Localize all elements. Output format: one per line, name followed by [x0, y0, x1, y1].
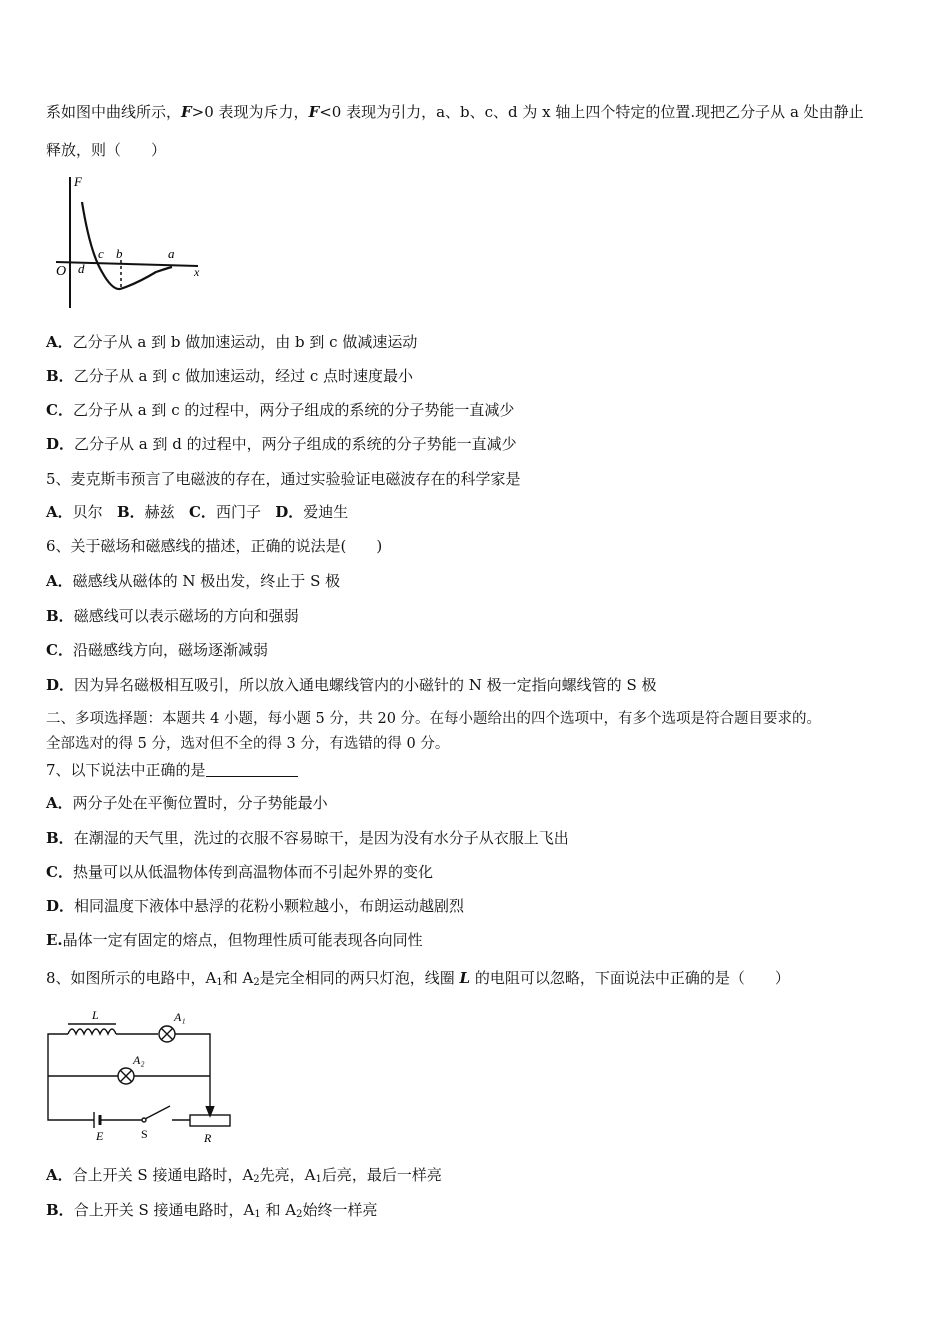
text: 磁感线从磁体的 N 极出发，终止于 S 极 [72, 572, 341, 590]
label-c: c [98, 246, 104, 261]
key: B． [116, 503, 145, 521]
key: C． [46, 641, 73, 659]
label-x: x [194, 265, 200, 279]
key: C． [46, 863, 73, 881]
text: 先亮，A [259, 1166, 316, 1184]
q7-option-e [46, 930, 423, 950]
q7-option-c [46, 862, 433, 882]
subscript: 2 [253, 1174, 260, 1185]
text: 赫兹 [144, 503, 175, 521]
q7-stem [46, 760, 298, 780]
q6-option-c [46, 640, 268, 660]
q7-option-a [46, 793, 328, 813]
text: 两分子处在平衡位置时，分子势能最小 [72, 794, 328, 812]
text: 合上开关 S 接通电路时，A [72, 1166, 254, 1184]
label-e: E [96, 1129, 104, 1143]
label-b: b [116, 246, 123, 261]
text: 8、如图所示的电路中，A [46, 969, 217, 987]
text: 在潮湿的天气里，洗过的衣服不容易晾干，是因为没有水分子从衣服上飞出 [73, 829, 569, 847]
q5-options [46, 502, 348, 522]
q8-option-a [46, 1165, 442, 1190]
subscript: 2 [253, 977, 260, 988]
q5-stem: 5、麦克斯韦预言了电磁波的存在，通过实验验证电磁波存在的科学家是 [46, 470, 521, 488]
text: >0 表现为斥力， [191, 103, 309, 121]
text: 晶体一定有固定的熔点，但物理性质可能表现各向同性 [62, 931, 423, 949]
switch-lever [145, 1106, 170, 1119]
force-curve [82, 202, 172, 289]
force-distance-graph [46, 172, 206, 312]
subscript: 1 [254, 1209, 261, 1220]
text: 和 A [222, 969, 254, 987]
answer-blank [206, 762, 298, 777]
q4-option-c [46, 400, 514, 420]
circuit-diagram [44, 1002, 234, 1147]
text: 磁感线可以表示磁场的方向和强弱 [73, 607, 299, 625]
key: A． [46, 794, 73, 812]
text: 西门子 [215, 503, 261, 521]
label-f: F [74, 174, 82, 189]
q6-option-a [46, 571, 340, 591]
q4-option-d [46, 434, 517, 454]
subscript: 1 [216, 977, 223, 988]
key: A． [46, 503, 73, 521]
text: 始终一样亮 [302, 1201, 378, 1219]
label-s: S [141, 1127, 148, 1141]
text: 的电阻可以忽略，下面说法中正确的是（ ） [470, 969, 790, 987]
text: 因为异名磁极相互吸引，所以放入通电螺线管内的小磁针的 N 极一定指向螺线管的 S 极 [74, 676, 657, 694]
q7-option-b [46, 828, 569, 848]
inductor-coil [68, 1029, 116, 1034]
key: B． [46, 1201, 74, 1219]
var-l: L [459, 969, 471, 987]
text: 沿磁感线方向，磁场逐渐减弱 [72, 641, 268, 659]
key: D． [46, 676, 75, 694]
section2-line1: 二、多项选择题：本题共 4 小题，每小题 5 分，共 20 分。在每小题给出的四个选项中，有多个选项是符合题目要求的。 [46, 711, 822, 727]
wire-top-left [48, 1034, 68, 1074]
q4-option-a [46, 332, 417, 352]
label-o: O [56, 264, 67, 279]
q4-stem-line2: 释放，则（ ） [46, 141, 167, 159]
text: 乙分子从 a 到 b 做加速运动，由 b 到 c 做减速运动 [72, 333, 418, 351]
var-f: F [181, 103, 192, 121]
label-l: L [92, 1008, 99, 1022]
label-a2: A₂ [133, 1053, 145, 1067]
key: D． [46, 435, 75, 453]
text: 贝尔 [72, 503, 103, 521]
text: 热量可以从低温物体传到高温物体而不引起外界的变化 [72, 863, 433, 881]
label-a: a [168, 246, 175, 261]
key: B． [46, 829, 74, 847]
var-f: F [308, 103, 320, 121]
label-d: d [78, 261, 85, 276]
wire-left [48, 1074, 94, 1120]
key: A． [46, 333, 73, 351]
q6-stem: 6、关于磁场和磁感线的描述，正确的说法是( ) [46, 537, 383, 555]
text: <0 表现为引力，a、b、c、d 为 x 轴上四个特定的位置.现把乙分子从 a 处由静止 [319, 103, 864, 121]
label-r: R [204, 1131, 212, 1145]
text: 后亮，最后一样亮 [321, 1166, 442, 1184]
subscript: 2 [296, 1209, 303, 1220]
q6-option-b [46, 606, 299, 626]
key: B． [46, 607, 74, 625]
key: C． [46, 401, 73, 419]
key: C． [188, 503, 216, 521]
text: 乙分子从 a 到 c 的过程中，两分子组成的系统的分子势能一直减少 [72, 401, 515, 419]
key: A． [46, 1166, 73, 1184]
key: A． [46, 572, 73, 590]
key: D． [275, 503, 304, 521]
text: 乙分子从 a 到 c 做加速运动，经过 c 点时速度最小 [73, 367, 414, 385]
text: 系如图中曲线所示， [46, 103, 182, 121]
key: D． [46, 897, 75, 915]
text: 合上开关 S 接通电路时，A [73, 1201, 255, 1219]
q8-option-b [46, 1200, 377, 1225]
section2-line2: 全部选对的得 5 分，选对但不全的得 3 分，有选错的得 0 分。 [46, 736, 450, 752]
text: 是完全相同的两只灯泡，线圈 [259, 969, 460, 987]
q6-option-d [46, 675, 657, 695]
q7-option-d [46, 896, 464, 916]
label-a1: A₁ [174, 1010, 186, 1024]
text: 乙分子从 a 到 d 的过程中，两分子组成的系统的分子势能一直减少 [74, 435, 517, 453]
text: 和 A [260, 1201, 297, 1219]
q4-stem-line1 [46, 102, 864, 122]
text: 爱迪生 [303, 503, 349, 521]
key: B． [46, 367, 74, 385]
q4-option-b [46, 366, 413, 386]
key: E. [46, 931, 63, 949]
text: 7、以下说法中正确的是 [46, 761, 206, 779]
wire-right [175, 1034, 210, 1114]
subscript: 1 [315, 1174, 322, 1185]
q8-stem [46, 968, 790, 993]
text: 相同温度下液体中悬浮的花粉小颗粒越小，布朗运动越剧烈 [74, 897, 465, 915]
